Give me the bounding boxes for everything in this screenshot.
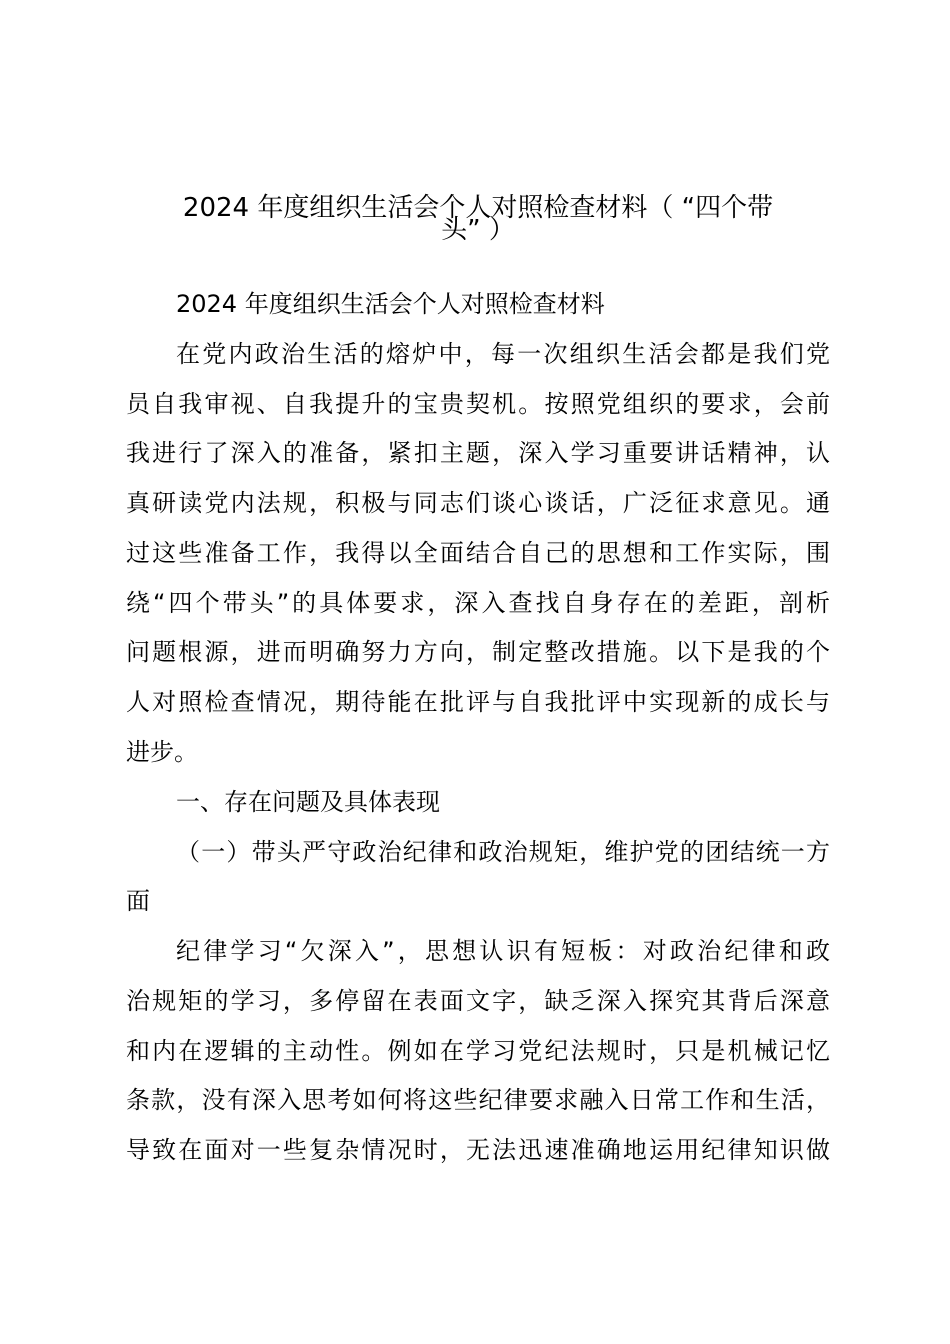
document-title-line-1: 2024 年度组织生活会个人对照检查材料（ “四个带	[182, 193, 774, 223]
document-title-line-2-text: 头” ）	[441, 215, 515, 245]
body-line: 纪律学习“欠深入”，思想认识有短板：对政治纪律和政	[176, 937, 830, 965]
section-heading: 一、存在问题及具体表现	[176, 788, 440, 816]
intro-line: 进步。	[126, 738, 198, 766]
intro-line: 过这些准备工作，我得以全面结合自己的思想和工作实际，围	[126, 539, 830, 567]
intro-line: 我进行了深入的准备，紧扣主题，深入学习重要讲话精神，认	[126, 439, 830, 467]
intro-line: 真研读党内法规，积极与同志们谈心谈话，广泛征求意见。通	[126, 489, 830, 517]
intro-line: 人对照检查情况，期待能在批评与自我批评中实现新的成长与	[126, 688, 830, 716]
body-line: 条款，没有深入思考如何将这些纪律要求融入日常工作和生活，	[126, 1086, 830, 1114]
body-line: 导致在面对一些复杂情况时，无法迅速准确地运用纪律知识做	[126, 1136, 830, 1164]
document-title-line-2	[126, 210, 830, 250]
intro-line: 员自我审视、自我提升的宝贵契机。按照党组织的要求，会前	[126, 390, 830, 418]
document-subtitle: 2024 年度组织生活会个人对照检查材料	[176, 290, 605, 318]
subsection-heading-line: 面	[126, 887, 150, 915]
intro-line: 问题根源，进而明确努力方向，制定整改措施。以下是我的个	[126, 638, 830, 666]
intro-line: 在党内政治生活的熔炉中，每一次组织生活会都是我们党	[176, 340, 830, 368]
body-line: 和内在逻辑的主动性。例如在学习党纪法规时，只是机械记忆	[126, 1037, 830, 1065]
subsection-heading-line: （一）带头严守政治纪律和政治规矩，维护党的团结统一方	[176, 838, 830, 866]
intro-line: 绕“四个带头”的具体要求，深入查找自身存在的差距，剖析	[126, 589, 830, 617]
body-line: 治规矩的学习，多停留在表面文字，缺乏深入探究其背后深意	[126, 987, 830, 1015]
